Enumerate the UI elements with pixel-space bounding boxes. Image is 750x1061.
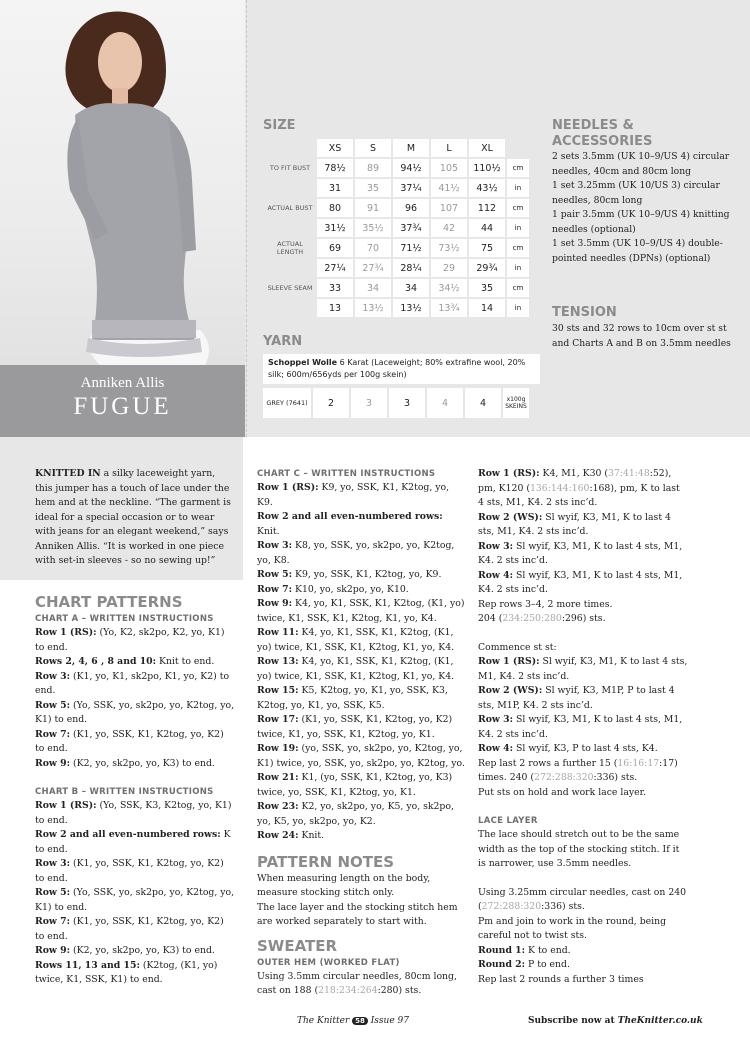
list-item: Row 5: (Yo, SSK, yo, sk2po, yo, K2tog, yo, K1) to end. — [35, 699, 235, 725]
list-item: Row 1 (RS): (Yo, K2, sk2po, K2, yo, K1) to end. — [35, 627, 225, 653]
list-item: Row 13: K4, yo, K1, SSK, K1, K2tog, (K1, yo) twice, K1, SSK, K1, K2tog, K1, yo, K4. — [257, 656, 455, 682]
model-photo — [0, 0, 245, 365]
intro-body: a silky laceweight yarn, this jumper has a touch of lace under the hem and at the neckline. “The garment is ideal for a special occasion or to wear with jeans for an elegant weekend,” says Anniken Allis. “It is worked in one piece with set-in sleeves - so no sewing up!” — [35, 468, 231, 566]
size-col: L — [431, 139, 467, 157]
intro-text — [35, 467, 235, 569]
table-cell: 35½ — [355, 219, 391, 237]
paragraph: Using 3.25mm circular needles, cast on 240 (272:288:320:336) sts. — [478, 886, 687, 912]
list-item: Row 2 (WS): Sl wyif, K3, M1P, P to last 4 sts, M1P, K4. 2 sts inc’d. — [478, 685, 675, 711]
sweater-heading: SWEATER — [257, 936, 338, 955]
paragraph: Rep last 2 rows a further 15 (16:16:17:17) times. 240 (272:288:320:336) sts. — [478, 757, 678, 783]
subscribe-url[interactable]: TheKnitter.co.uk — [617, 1016, 703, 1026]
row-label: ACTUAL BUST — [267, 204, 313, 212]
table-cell: 34½ — [431, 279, 467, 297]
paragraph: Commence st st: — [478, 641, 557, 653]
table-cell: 4 — [427, 388, 463, 418]
table-cell: 29 — [431, 259, 467, 277]
list-item: Row 21: K1, (yo, SSK, K1, K2tog, yo, K3) twice, yo, SSK, K1, K2tog, yo, K1. — [257, 772, 453, 798]
paragraph: Using 3.5mm circular needles, 80cm long, cast on 188 (218:234:264:280) sts. — [257, 970, 457, 996]
designer-name: Anniken Allis — [80, 375, 165, 391]
table-cell: 29¾ — [469, 259, 505, 277]
table-row — [265, 279, 529, 297]
list-item: Row 7: (K1, yo, SSK, K1, K2tog, yo, K2) to end. — [35, 728, 224, 754]
yarn-heading: YARN — [263, 334, 303, 349]
list-item: Row 1 (RS): Sl wyif, K3, M1, K to last 4 sts, M1, K4. 2 sts inc’d. — [478, 656, 688, 682]
table-cell: 75 — [469, 239, 505, 257]
table-cell: 112 — [469, 199, 505, 217]
issue-number: Issue 97 — [370, 1016, 409, 1026]
list-item: Round 1: K to end. — [478, 944, 571, 956]
list-item: Rows 11, 13 and 15: (K2tog, (K1, yo) twice, K1, SSK, K1) to end. — [35, 959, 218, 985]
list-item: Row 3: Sl wyif, K3, M1, K to last 4 sts, M1, K4. 2 sts inc’d. — [478, 540, 683, 566]
unit-cell: in — [507, 179, 529, 197]
yarn-description — [263, 354, 540, 384]
list-item: 1 set 3.25mm (UK 10/US 3) circular needles, 80cm long — [552, 180, 720, 206]
list-item: Row 9: (K2, yo, sk2po, yo, K3) to end. — [35, 757, 215, 769]
size-header-row — [265, 139, 529, 157]
table-cell: 105 — [431, 159, 467, 177]
yarn-amount-table — [261, 386, 531, 420]
table-cell: 94½ — [393, 159, 429, 177]
row-label — [265, 219, 315, 237]
unit-cell: in — [507, 219, 529, 237]
table-cell: 4 — [465, 388, 501, 418]
table-cell: 96 — [393, 199, 429, 217]
table-cell: 34 — [393, 279, 429, 297]
column-1 — [35, 592, 235, 988]
list-item: Row 2 (WS): Sl wyif, K3, M1, K to last 4 sts, M1, K4. 2 sts inc’d. — [478, 511, 671, 537]
table-cell: 33 — [317, 279, 353, 297]
needles-list — [552, 150, 742, 266]
list-item: Row 11: K4, yo, K1, SSK, K1, K2tog, (K1, yo) twice, K1, SSK, K1, K2tog, K1, yo, K4. — [257, 627, 455, 653]
list-item: Row 7: K10, yo, sk2po, yo, K10. — [257, 583, 409, 595]
table-cell: 110½ — [469, 159, 505, 177]
yarn-unit: x100g SKEINS — [503, 388, 529, 418]
list-item: Row 23: K2, yo, sk2po, yo, K5, yo, sk2po, yo, K5, yo, sk2po, yo, K2. — [257, 801, 454, 827]
table-row — [265, 159, 529, 177]
list-item: Row 3: K8, yo, SSK, yo, sk2po, yo, K2tog, yo, K8. — [257, 540, 455, 566]
paragraph: The lace layer and the stocking stitch hem are worked separately to start with. — [257, 901, 458, 927]
list-item: Row 3: (K1, yo, SSK, K1, K2tog, yo, K2) to end. — [35, 858, 224, 884]
table-cell: 35 — [355, 179, 391, 197]
yarn-brand: Schoppel Wolle — [268, 358, 338, 367]
table-cell: 13½ — [355, 299, 391, 317]
paragraph: Put sts on hold and work lace layer. — [478, 786, 647, 798]
pattern-notes-heading: PATTERN NOTES — [257, 852, 395, 871]
list-item: Row 5: K9, yo, SSK, K1, K2tog, yo, K9. — [257, 569, 442, 580]
table-cell: 14 — [469, 299, 505, 317]
table-cell: 27¼ — [317, 259, 353, 277]
list-item: 2 sets 3.5mm (UK 10–9/US 4) circular needles, 40cm and 80cm long — [552, 151, 730, 177]
designer-title-block — [0, 365, 245, 437]
list-item: Row 3: (K1, yo, K1, sk2po, K1, yo, K2) to end. — [35, 670, 230, 696]
table-cell: 91 — [355, 199, 391, 217]
page-number: 58 — [352, 1017, 368, 1025]
table-cell: 34 — [355, 279, 391, 297]
table-cell: 73½ — [431, 239, 467, 257]
list-item: Round 2: P to end. — [478, 959, 570, 970]
paragraph: 204 (234:250:280:296) sts. — [478, 613, 606, 624]
size-table — [263, 137, 531, 319]
lace-layer-heading: LACE LAYER — [478, 816, 538, 826]
table-cell: 13¾ — [431, 299, 467, 317]
column-3 — [478, 467, 688, 987]
list-item: Rows 2, 4, 6 , 8 and 10: Knit to end. — [35, 656, 215, 667]
list-item: Row 2 and all even-numbered rows: Knit. — [257, 511, 443, 537]
size-col: XL — [469, 139, 505, 157]
yarn-shade: GREY (7641) — [263, 388, 311, 418]
unit-cell: in — [507, 259, 529, 277]
list-item: Row 4: Sl wyif, K3, M1, K to last 4 sts, M1, K4. 2 sts inc’d. — [478, 569, 683, 595]
table-cell: 80 — [317, 199, 353, 217]
table-cell: 41½ — [431, 179, 467, 197]
list-item: 1 pair 3.5mm (UK 10–9/US 4) knitting needles (optional) — [552, 209, 730, 235]
table-cell: 42 — [431, 219, 467, 237]
size-heading: SIZE — [263, 118, 296, 133]
table-cell: 89 — [355, 159, 391, 177]
paragraph: When measuring length on the body, measure stocking stitch only. — [257, 872, 431, 898]
list-item: Row 1 (RS): (Yo, SSK, K3, K2tog, yo, K1) to end. — [35, 800, 232, 826]
size-col: XS — [317, 139, 353, 157]
chart-c-heading: CHART C – WRITTEN INSTRUCTIONS — [257, 469, 436, 479]
table-row — [265, 219, 529, 237]
table-cell: 13 — [317, 299, 353, 317]
unit-cell: cm — [507, 239, 529, 257]
row-label — [265, 179, 315, 197]
row-label: ACTUAL LENGTH — [276, 240, 304, 256]
size-col: M — [393, 139, 429, 157]
unit-cell: cm — [507, 199, 529, 217]
list-item: Row 19: (yo, SSK, yo, sk2po, yo, K2tog, yo, K1) twice, yo, SSK, yo, sk2po, yo, K2tog, yo. — [257, 743, 465, 769]
table-cell: 69 — [317, 239, 353, 257]
paragraph: Rep rows 3–4, 2 more times. — [478, 598, 613, 610]
paragraph: Rep last 2 rounds a further 3 times — [478, 973, 644, 985]
list-item: Row 3: Sl wyif, K3, M1, K to last 4 sts, M1, K4. 2 sts inc’d. — [478, 714, 683, 740]
subscribe-text: Subscribe now at — [528, 1016, 618, 1026]
table-cell: 78½ — [317, 159, 353, 177]
table-cell: 43½ — [469, 179, 505, 197]
footer-left — [297, 1016, 409, 1026]
table-cell: 44 — [469, 219, 505, 237]
row-label — [265, 299, 315, 317]
divider — [246, 0, 247, 437]
row-label — [265, 259, 315, 277]
chart-b-heading: CHART B – WRITTEN INSTRUCTIONS — [35, 787, 214, 797]
table-cell: 2 — [313, 388, 349, 418]
unit-cell: cm — [507, 159, 529, 177]
list-item: 1 set 3.5mm (UK 10–9/US 4) double-pointed needles (DPNs) (optional) — [552, 238, 723, 264]
list-item: Row 24: Knit. — [257, 830, 325, 841]
table-cell: 3 — [389, 388, 425, 418]
list-item: Row 2 and all even-numbered rows: K to end. — [35, 829, 231, 855]
table-row — [265, 299, 529, 317]
list-item: Row 9: K4, yo, K1, SSK, K1, K2tog, (K1, yo) twice, K1, SSK, K1, K2tog, K1, yo, K4. — [257, 598, 465, 624]
magazine-name: The Knitter — [297, 1016, 350, 1026]
list-item: Row 1 (RS): K9, yo, SSK, K1, K2tog, yo, K9. — [257, 482, 450, 508]
needles-heading: NEEDLES & ACCESSORIES — [552, 118, 653, 149]
table-cell: 28¼ — [393, 259, 429, 277]
table-row — [265, 259, 529, 277]
list-item: Row 7: (K1, yo, SSK, K1, K2tog, yo, K2) to end. — [35, 916, 224, 942]
unit-cell: in — [507, 299, 529, 317]
footer-right — [528, 1016, 703, 1026]
column-2 — [257, 467, 467, 999]
table-cell: 37¼ — [393, 179, 429, 197]
list-item: Row 17: (K1, yo, SSK, K1, K2tog, yo, K2) twice, K1, yo, SSK, K1, K2tog, yo, K1. — [257, 714, 453, 740]
list-item: Row 15: K5, K2tog, yo, K1, yo, SSK, K3, K2tog, yo, K1, yo, SSK, K5. — [257, 685, 448, 711]
size-col: S — [355, 139, 391, 157]
chart-a-heading: CHART A – WRITTEN INSTRUCTIONS — [35, 614, 214, 624]
table-row — [265, 179, 529, 197]
paragraph: The lace should stretch out to be the same width as the top of the stocking stitch. If it is narrower, use 3.5mm needles. — [478, 829, 680, 869]
intro-lead: KNITTED IN — [35, 468, 101, 479]
table-cell: 31 — [317, 179, 353, 197]
row-label: TO FIT BUST — [269, 164, 311, 172]
yarn-desc: 6 Karat (Laceweight; 80% extrafine wool, 20% silk; 600m/656yds per 100g skein) — [268, 358, 526, 379]
paragraph: Pm and join to work in the round, being careful not to twist sts. — [478, 915, 667, 941]
table-cell: 35 — [469, 279, 505, 297]
table-cell: 31½ — [317, 219, 353, 237]
list-item: Row 5: (Yo, SSK, yo, sk2po, yo, K2tog, yo, K1) to end. — [35, 887, 235, 913]
list-item: Row 1 (RS): K4, M1, K30 (37:41:48:52), pm, K120 (136:144:160:168), pm, K to last 4 sts, M1, K4. 2 sts inc’d. — [478, 468, 680, 508]
table-cell: 27¾ — [355, 259, 391, 277]
table-cell: 107 — [431, 199, 467, 217]
outer-hem-heading: OUTER HEM (WORKED FLAT) — [257, 957, 400, 968]
model-illustration — [0, 0, 245, 365]
row-label: SLEEVE SEAM — [267, 284, 313, 292]
tension-text: 30 sts and 32 rows to 10cm over st st and Charts A and B on 3.5mm needles — [552, 323, 731, 349]
table-cell: 3 — [351, 388, 387, 418]
table-row — [265, 239, 529, 257]
list-item: Row 9: (K2, yo, sk2po, yo, K3) to end. — [35, 945, 215, 956]
chart-patterns-heading: CHART PATTERNS — [35, 593, 183, 611]
table-row — [263, 388, 529, 418]
table-cell: 71½ — [393, 239, 429, 257]
list-item: Row 4: Sl wyif, K3, P to last 4 sts, K4. — [478, 743, 658, 754]
table-cell: 13½ — [393, 299, 429, 317]
unit-cell: cm — [507, 279, 529, 297]
tension-heading: TENSION — [552, 305, 617, 320]
table-row — [265, 199, 529, 217]
table-cell: 70 — [355, 239, 391, 257]
table-cell: 37¾ — [393, 219, 429, 237]
pattern-title: FUGUE — [73, 393, 172, 420]
